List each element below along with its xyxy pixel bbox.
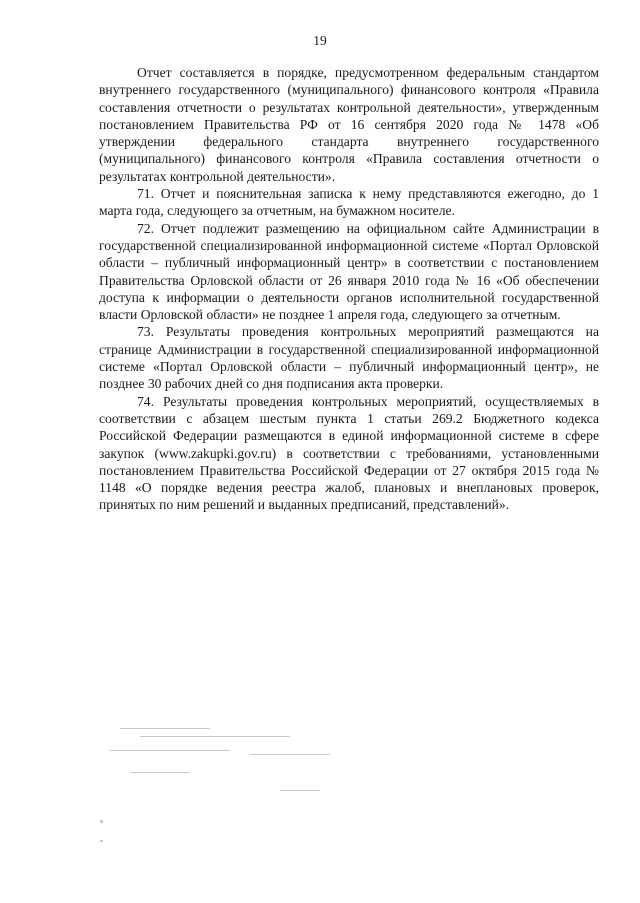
paragraph-73: 73. Результаты проведения контрольных мероприятий размещаются на странице Администрации в государственной специализированной информационной системе «Портал Орловской области – публичный информационный центр», не позднее 30 рабочих дней со дня подписания акта проверки.	[99, 324, 599, 392]
paragraph-report-procedure: Отчет составляется в порядке, предусмотренном федеральным стандартом внутреннего государственного (муниципального) финансового контроля «Правила составления отчетности о результатах контрольной деятельности», утвержденным постановлением Правительства РФ от 16 сентября 2020 года № 1478 «Об утверждении федерального стандарта внутреннего государственного (муниципального) финансового контроля «Правила составления отчетности о результатах контрольной деятельности».	[99, 65, 599, 184]
paragraph-72: 72. Отчет подлежит размещению на официальном сайте Администрации в государственной специализированной информационной системе «Портал Орловской области – публичный информационный центр» в соответствии с постановлением Правительства Орловской области от 26 января 2010 года № 16 «Об обеспечении доступа к информации о деятельности органов исполнительной государственной власти Орловской области» не позднее 1 апреля года, следующего за отчетным.	[99, 220, 599, 323]
document-body	[99, 64, 599, 514]
faint-show-through-marks	[100, 720, 380, 870]
paragraph-71: 71. Отчет и пояснительная записка к нему представляются ежегодно, до 1 марта года, следующего за отчетным, на бумажном носителе.	[99, 186, 599, 219]
paragraph-74: 74. Результаты проведения контрольных мероприятий, осуществляемых в соответствии с абзацем шестым пункта 1 статьи 269.2 Бюджетного кодекса Российской Федерации размещаются в единой информационной системе в сфере закупок (www.zakupki.gov.ru) в соответствии с требованиями, установленными постановлением Правительства Российской Федерации от 27 октября 2015 года № 1148 «О порядке ведения реестра жалоб, плановых и внеплановых проверок, принятых по ним решений и выданных предписаний, представлений».	[99, 393, 599, 513]
page-number: 19	[313, 33, 327, 48]
